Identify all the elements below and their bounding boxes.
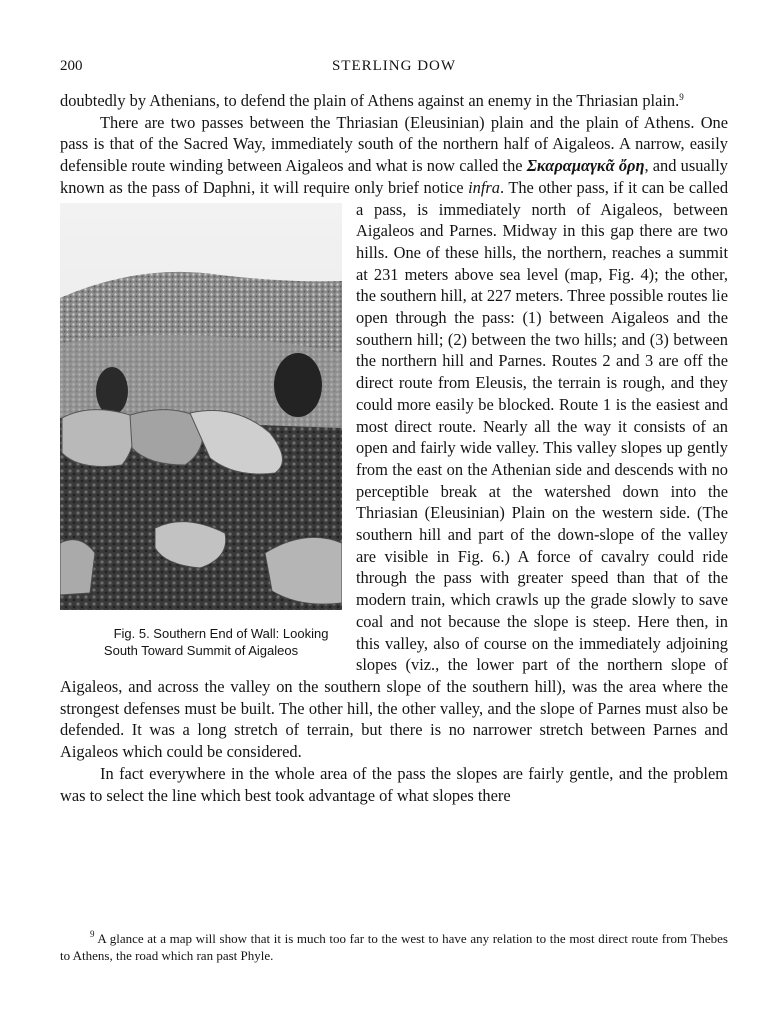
footnote-ref-9: 9 [679, 92, 684, 102]
figure-caption: Fig. 5. Southern End of Wall: Looking South Toward Summit of Aigaleos [103, 625, 329, 658]
page-number: 200 [60, 58, 83, 74]
running-head: STERLING DOW [331, 58, 457, 74]
paragraph-2: There are two passes between the Thriasian (Eleusinian) plain and the plain of Athens. One pass is that of the Sacred Way, immediately south of the northern half of Aigaleos. A narrow, easily defensible route winding between Aigaleos and what is now called the Σκαραμαγκᾶ ὄρη, and usually known as the pass of Daphni, it will require only brief notice infra Fig. 5. Southern End of Wall: Looking South Toward Summit of Aigaleos . The other pass, if it can be called a pass, is immediately north of Aigaleos, between Aigaleos and Parnes. Midway in this gap there are two hills. One of these hills, the northern, reaches a summit at 231 meters above sea level (map, Fig. 4); the other, the southern hill, at 227 meters. Three possible routes lie open through the pass: (1) between Aigaleos and the southern hill; (2) between the two hills; and (3) between the northern hill and Parnes. Routes 2 and 3 are off the direct route from Eleusis, the terrain is rough, and they could more easily be blocked. Route 1 is the easiest and most direct route. Nearly all the way it consists of an open and fairly wide valley. This valley slopes up gently from the east on the Athenian side and descends with no perceptible break at the watershed down into the Thriasian (Eleusinian) Plain on the western side. (The southern hill and part of the down-slope of the valley are visible in Fig. 6.) A force of cavalry could ride through the pass with greater speed than that of the modern train, which crawls up the grade slowly to save coal and not because the slope is steep. Here then, in this valley, also of course on the immediately adjoining slopes (viz., the lower part of the northern slope of Aigaleos, and across the valley on the southern slope of the southern hill), was the area where the strongest defenses must be built. The other hill, the other valley, and the slope of Parnes must also be defended. It was a long stretch of terrain, but there is no narrower stretch between Parnes and Aigaleos which could be considered. [60, 112, 729, 762]
paragraph-3: In fact everywhere in the whole area of the pass the slopes are fairly gentle, and the problem was to select the line which best took advantage of what slopes there [60, 763, 728, 805]
footnote-marker: 9 [90, 929, 95, 939]
footnote: $^9$ A glance at a map will show that it is much too far to the west to have any relation to the most direct route from Thebes to Athens, the road which ran past Phyle. [60, 929, 728, 963]
body-text [60, 90, 728, 806]
page-header [60, 58, 728, 78]
infra-word: infra [468, 177, 500, 197]
greek-phrase: Σκαραμαγκᾶ ὄρη [526, 156, 645, 176]
figure-5 [60, 203, 342, 670]
paragraph-1: doubtedly by Athenians, to defend the plain of Athens against an enemy in the Thriasian plain.$^9$ [60, 91, 684, 110]
landscape-photo [60, 203, 342, 610]
